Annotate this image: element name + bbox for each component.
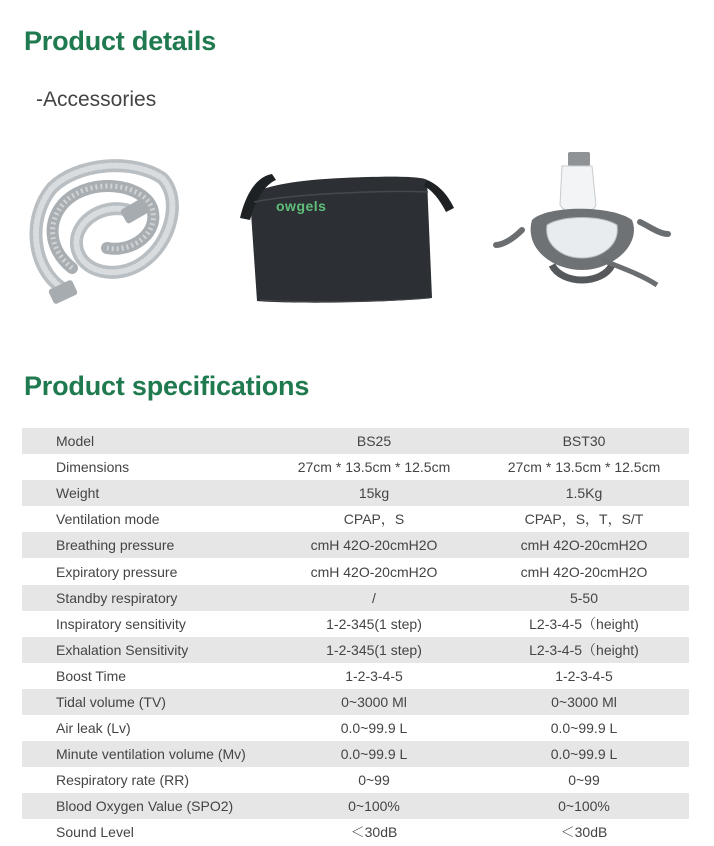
bs25-value: 0~100% [269,793,479,819]
spec-label: Minute ventilation volume (Mv) [22,741,269,767]
table-row [22,585,689,611]
spec-label: Ventilation mode [56,511,160,528]
specifications-table [22,428,689,846]
spec-label: Sound Level [56,824,134,841]
table-row [22,637,689,663]
table-row [22,819,689,845]
bs25-value: ＜30dB [350,824,398,841]
table-row [22,428,689,454]
spec-label: Model [22,428,269,454]
bs25-value: 0.0~99.9 L [340,720,408,737]
spec-label: Standby respiratory [22,585,269,611]
product-details-heading: Product details [24,26,217,56]
bs25-value: 15kg [269,480,479,506]
spec-label: Inspiratory sensitivity [56,615,186,632]
bst30-value: L2-3-4-5（height) [479,637,689,663]
spec-label: Respiratory rate (RR) [56,772,190,789]
bs25-value: / [269,585,479,611]
bst30-value: L2-3-4-5（height) [529,615,639,632]
table-row [22,793,689,819]
bs25-value: 0~3000 Ml [269,689,479,715]
table-row [22,689,689,715]
bs25-value: cmH 42O-20cmH2O [269,532,479,558]
bs25-value: cmH 42O-20cmH2O [310,563,438,580]
spec-label: Exhalation Sensitivity [22,637,269,663]
spec-label: Weight [22,480,269,506]
bag-logo: owgels [276,198,327,214]
bs25-value: 1-2-345(1 step) [326,615,422,632]
table-row [22,532,689,558]
table-row [22,611,689,637]
table-row [22,558,689,584]
carry-bag-image [232,158,457,308]
table-row [22,715,689,741]
bs25-value: CPAP，S [343,511,405,528]
accessories-subheading: -Accessories [36,88,157,111]
spec-label: Breathing pressure [22,532,269,558]
hose-image [22,148,182,308]
spec-label: Air leak (Lv) [56,720,131,737]
product-specifications-heading: Product specifications [24,371,310,401]
table-row [22,767,689,793]
table-row [22,663,689,689]
bst30-value: 0.0~99.9 L [479,741,689,767]
spec-label: Tidal volume (TV) [22,689,269,715]
bst30-value: 0~100% [479,793,689,819]
bst30-value: ＜30dB [560,824,608,841]
table-row [22,741,689,767]
bst30-value: cmH 42O-20cmH2O [479,532,689,558]
table-row [22,506,689,532]
bst30-value: 0~3000 Ml [479,689,689,715]
bs25-value: 0~99 [358,772,390,789]
table-row [22,454,689,480]
bs25-value: 0.0~99.9 L [269,741,479,767]
mask-image [492,150,672,300]
spec-label: Dimensions [56,459,130,476]
bs25-value: 1-2-3-4-5 [345,667,403,684]
bst30-value: 0~99 [568,772,600,789]
spec-label: Blood Oxygen Value (SPO2) [22,793,269,819]
spec-label: Boost Time [56,667,127,684]
bst30-value: CPAP，S，T，S/T [524,511,644,528]
bst30-value: 5-50 [479,585,689,611]
table-row [22,480,689,506]
bst30-value: cmH 42O-20cmH2O [520,563,648,580]
spec-label: Expiratory pressure [56,563,178,580]
bst30-value: BST30 [479,428,689,454]
bst30-value: 1-2-3-4-5 [555,667,613,684]
bs25-value: 27cm * 13.5cm * 12.5cm [297,459,451,476]
bst30-value: 27cm * 13.5cm * 12.5cm [507,459,661,476]
bst30-value: 0.0~99.9 L [550,720,618,737]
bst30-value: 1.5Kg [479,480,689,506]
bs25-value: BS25 [269,428,479,454]
bs25-value: 1-2-345(1 step) [269,637,479,663]
